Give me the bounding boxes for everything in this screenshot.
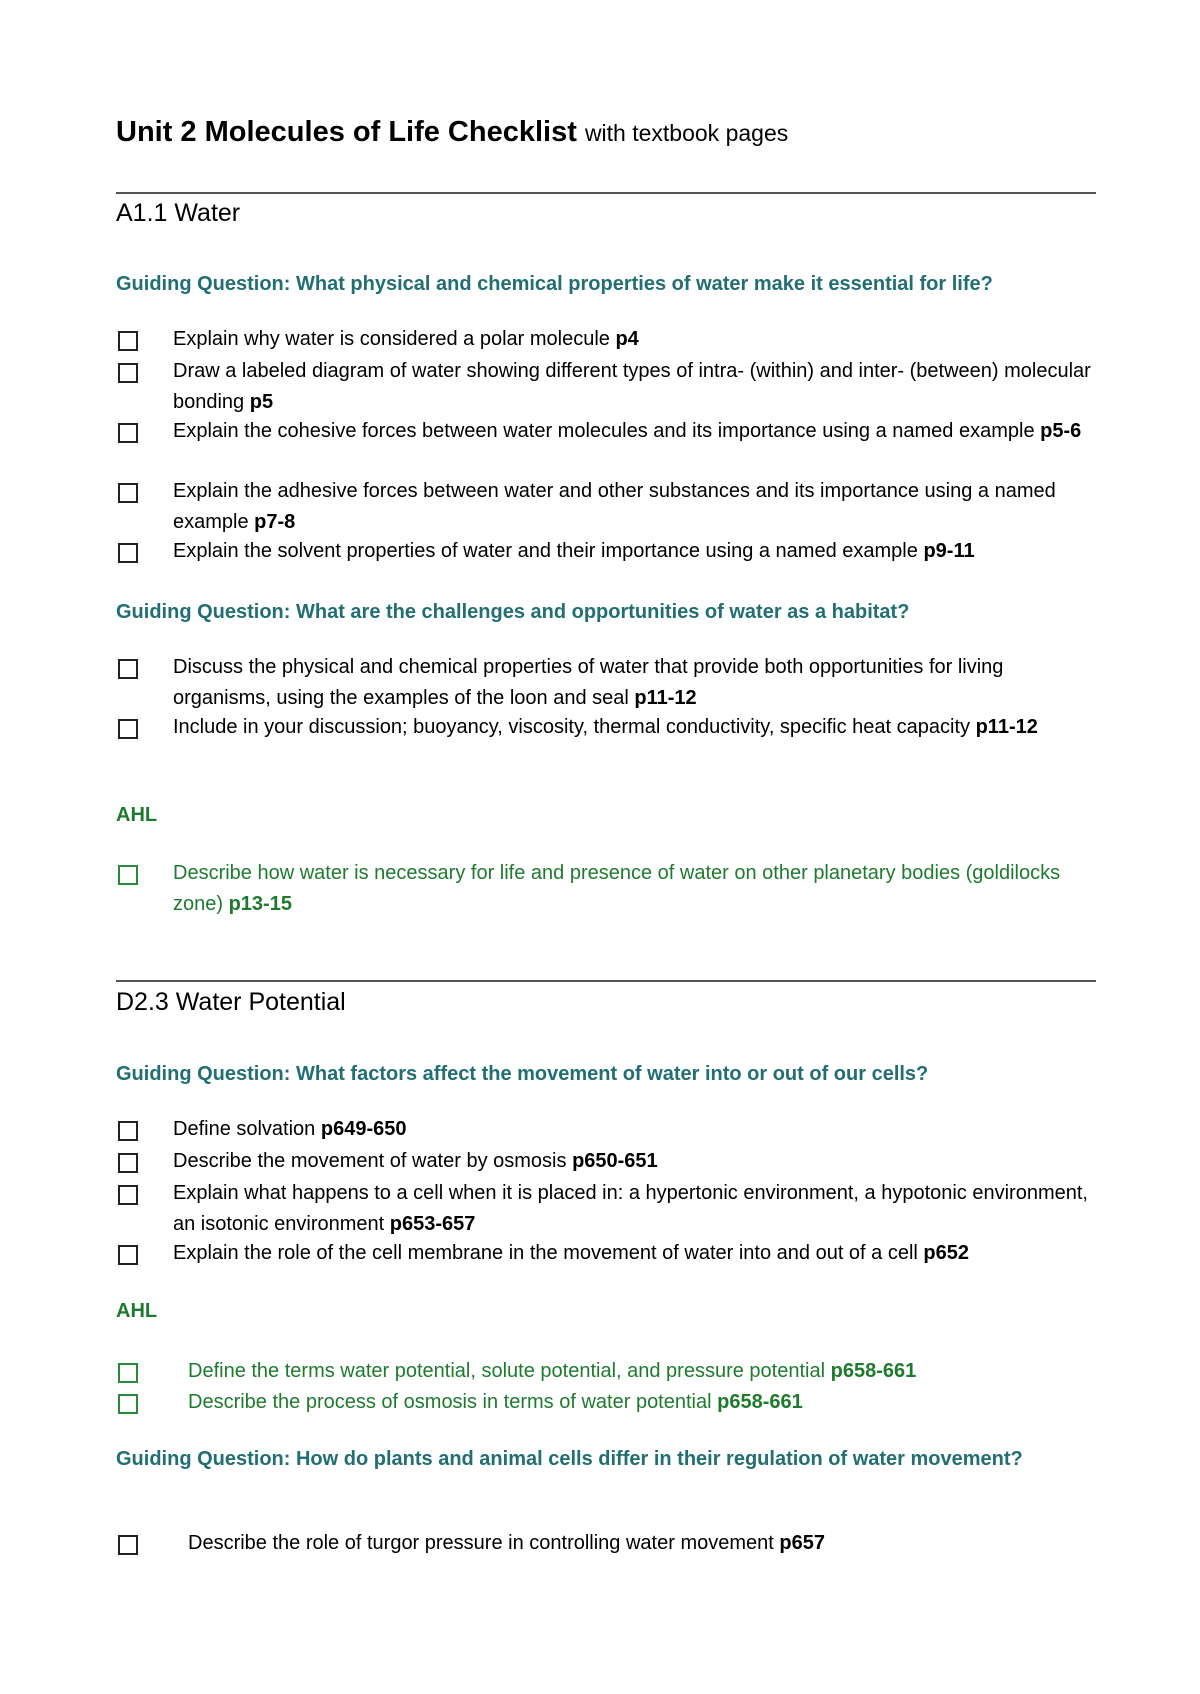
checkbox-icon[interactable] [118,1394,138,1414]
title-subtitle: with textbook pages [584,120,789,146]
checkbox-icon[interactable] [118,1363,138,1383]
checklist-item[interactable] [118,712,1103,743]
item-page: p650-651 [572,1150,658,1172]
item-text: Describe the role of turgor pressure in controlling water movement [188,1532,774,1554]
section-divider [116,980,1096,982]
checklist-item[interactable] [118,416,1103,447]
checklist-item[interactable] [118,1146,1103,1177]
checkbox-icon[interactable] [118,331,138,351]
item-text: Define the terms water potential, solute potential, and pressure potential [188,1360,826,1382]
item-page: p11-12 [634,687,697,709]
ahl-label: AHL [116,1300,158,1322]
item-page: p652 [923,1242,970,1264]
checklist-item[interactable] [118,356,1103,418]
page-title [116,116,788,149]
checkbox-icon[interactable] [118,719,138,739]
checklist-item-ahl[interactable] [118,1356,1103,1387]
checklist-item-ahl[interactable] [118,858,1103,920]
item-text: Explain what happens to a cell when it is placed in: a hypertonic environment, a hypotonic environment, an isotonic environment [173,1182,1088,1235]
checklist-item[interactable] [118,1238,1103,1269]
item-page: p13-15 [228,893,292,915]
item-page: p5-6 [1040,420,1082,442]
checkbox-icon[interactable] [118,1153,138,1173]
checklist-item[interactable] [118,1528,1103,1559]
item-text: Explain the solvent properties of water and their importance using a named example [173,540,918,562]
guiding-question: Guiding Question: What are the challenges and opportunities of water as a habitat? [116,601,910,623]
item-text: Explain why water is considered a polar molecule [173,328,610,350]
checkbox-icon[interactable] [118,363,138,383]
checkbox-icon[interactable] [118,865,138,885]
item-text: Explain the adhesive forces between water and other substances and its importance using a named example [173,480,1056,533]
checkbox-icon[interactable] [118,659,138,679]
item-text: Describe the process of osmosis in terms of water potential [188,1391,712,1413]
checkbox-icon[interactable] [118,423,138,443]
item-page: p657 [779,1532,825,1554]
item-text: Describe how water is necessary for life and presence of water on other planetary bodies (goldilocks zone) [173,862,1061,915]
checkbox-icon[interactable] [118,1245,138,1265]
checklist-item[interactable] [118,536,1103,567]
item-text: Describe the movement of water by osmosis [173,1150,567,1172]
checkbox-icon[interactable] [118,1121,138,1141]
item-page: p649-650 [320,1118,407,1140]
checkbox-icon[interactable] [118,483,138,503]
checkbox-icon[interactable] [118,543,138,563]
guiding-question: Guiding Question: What physical and chemical properties of water make it essential for life? [116,273,993,295]
guiding-question: Guiding Question: What factors affect the movement of water into or out of our cells? [116,1063,929,1085]
item-text: Explain the role of the cell membrane in the movement of water into and out of a cell [173,1242,918,1264]
ahl-label: AHL [116,804,158,826]
checkbox-icon[interactable] [118,1185,138,1205]
item-page: p5 [249,391,274,413]
item-page: p4 [615,328,639,350]
section-divider [116,192,1096,194]
checklist-item-ahl[interactable] [118,1387,1103,1418]
section-heading-water-potential: D2.3 Water Potential [116,988,346,1016]
item-text: Explain the cohesive forces between water molecules and its importance using a named example [173,420,1035,442]
item-text: Define solvation [173,1118,316,1140]
item-page: p658-661 [830,1360,917,1382]
checklist-item[interactable] [118,1178,1103,1240]
checklist-item[interactable] [118,1114,1103,1145]
item-page: p9-11 [923,540,975,562]
item-text: Discuss the physical and chemical properties of water that provide both opportunities for living organisms, using the examples of the loon and seal [173,656,1004,709]
item-page: p653-657 [389,1213,476,1235]
title-main: Unit 2 Molecules of Life Checklist [116,116,577,148]
item-page: p658-661 [717,1391,803,1413]
checklist-item[interactable] [118,652,1103,714]
checkbox-icon[interactable] [118,1535,138,1555]
item-text: Include in your discussion; buoyancy, viscosity, thermal conductivity, specific heat capacity [173,716,971,738]
checklist-item[interactable] [118,324,1103,355]
checklist-item[interactable] [118,476,1103,538]
section-heading-water: A1.1 Water [116,199,241,227]
guiding-question: Guiding Question: How do plants and animal cells differ in their regulation of water movement? [116,1448,1023,1470]
item-page: p11-12 [975,716,1038,738]
item-page: p7-8 [254,511,296,533]
item-text: Draw a labeled diagram of water showing different types of intra- (within) and inter- (between) molecular bonding [173,360,1091,413]
